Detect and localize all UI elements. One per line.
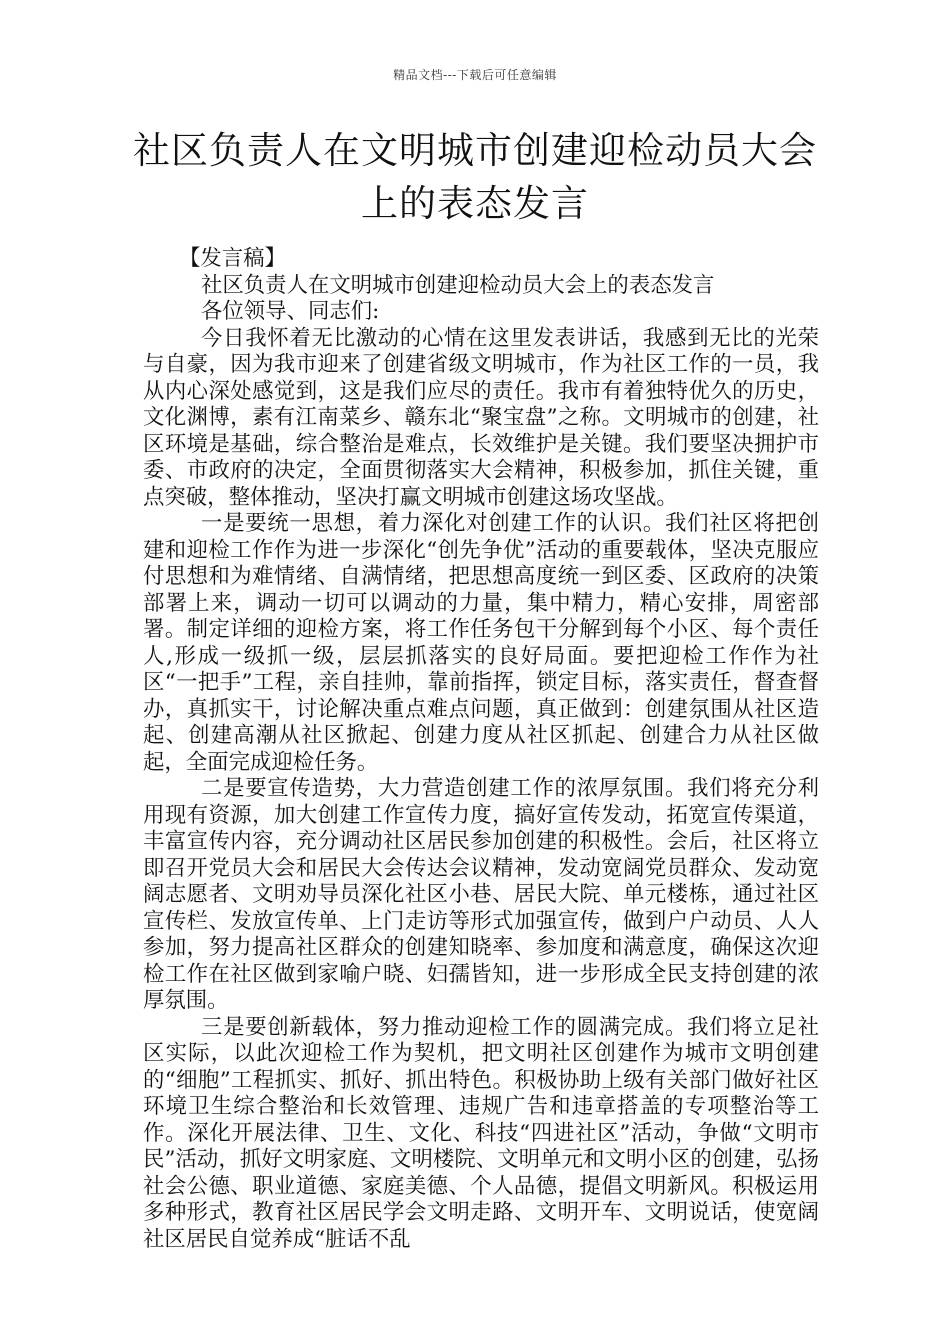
speech-label: 【发言稿】 [179,246,286,271]
paragraph-3: 二是要宣传造势，大力营造创建工作的浓厚氛围。我们将充分利用现有资源，加大创建工作宣传力度，搞好宣传发动，拓宽宣传渠道，丰富宣传内容，充分调动社区居民参加创建的积极性。会后，社区将立即召开党员大会和居民大会传达会议精神，发动宽阔党员群众、发动宽阔志愿者、文明劝导员深化社区小巷、居民大院、单元楼栋，通过社区宣传栏、发放宣传单、上门走访等形式加强宣传，做到户户动员、人人参加，努力提高社区群众的创建知晓率、参加度和满意度，确保这次迎检工作在社区做到家喻户晓、妇孺皆知，进一步形成全民支持创建的浓厚氛围。 [143,776,819,1013]
paragraph-4: 三是要创新载体，努力推动迎检工作的圆满完成。我们将立足社区实际，以此次迎检工作为契机，把文明社区创建作为城市文明创建的“细胞”工程抓实、抓好、抓出特色。积极协助上级有关部门做好社区环境卫生综合整治和长效管理、违规广告和违章搭盖的专项整治等工作。深化开展法律、卫生、文化、科技“四进社区”活动，争做“文明市民”活动，抓好文明家庭、文明楼院、文明单元和文明小区的创建，弘扬社会公德、职业道德、家庭美德、个人品德，提倡文明新风。积极运用多种形式，教育社区居民学会文明走路、文明开车、文明说话，使宽阔社区居民自觉养成“脏话不乱 [143,1014,819,1252]
salutation: 各位领导、同志们: [201,299,380,324]
page-header-note: 精品文档---下载后可任意编辑 [393,68,557,82]
speech-subtitle: 社区负责人在文明城市创建迎检动员大会上的表态发言 [201,272,715,298]
document-body [143,246,819,1253]
paragraph-2: 一是要统一思想，着力深化对创建工作的认识。我们社区将把创建和迎检工作作为进一步深化“创先争优”活动的重要载体，坚决克服应付思想和为难情绪、自满情绪，把思想高度统一到区委、区政府的决策部署上来，调动一切可以调动的力量，集中精力，精心安排，周密部署。制定详细的迎检方案，将工作任务包干分解到每个小区、每个责任人,形成一级抓一级，层层抓落实的良好局面。要把迎检工作作为社区“一把手”工程，亲自挂帅，靠前指挥，锁定目标，落实责任，督查督办，真抓实干，讨论解决重点难点问题，真正做到：创建氛围从社区造起、创建高潮从社区掀起、创建力度从社区抓起、创建合力从社区做起，全面完成迎检任务。 [143,511,819,775]
document-title: 社区负责人在文明城市创建迎检动员大会上的表态发言 [133,129,817,225]
paragraph-1: 今日我怀着无比激动的心情在这里发表讲话，我感到无比的光荣与自豪，因为我市迎来了创建省级文明城市，作为社区工作的一员，我从内心深处感觉到，这是我们应尽的责任。我市有着独特优久的历史，文化渊博，素有江南菜乡、赣东北“聚宝盘”之称。文明城市的创建，社区环境是基础，综合整治是难点，长效维护是关键。我们要坚决拥护市委、市政府的决定，全面贯彻落实大会精神，积极参加，抓住关键，重点突破，整体推动，坚决打赢文明城市创建这场攻坚战。 [143,325,819,510]
